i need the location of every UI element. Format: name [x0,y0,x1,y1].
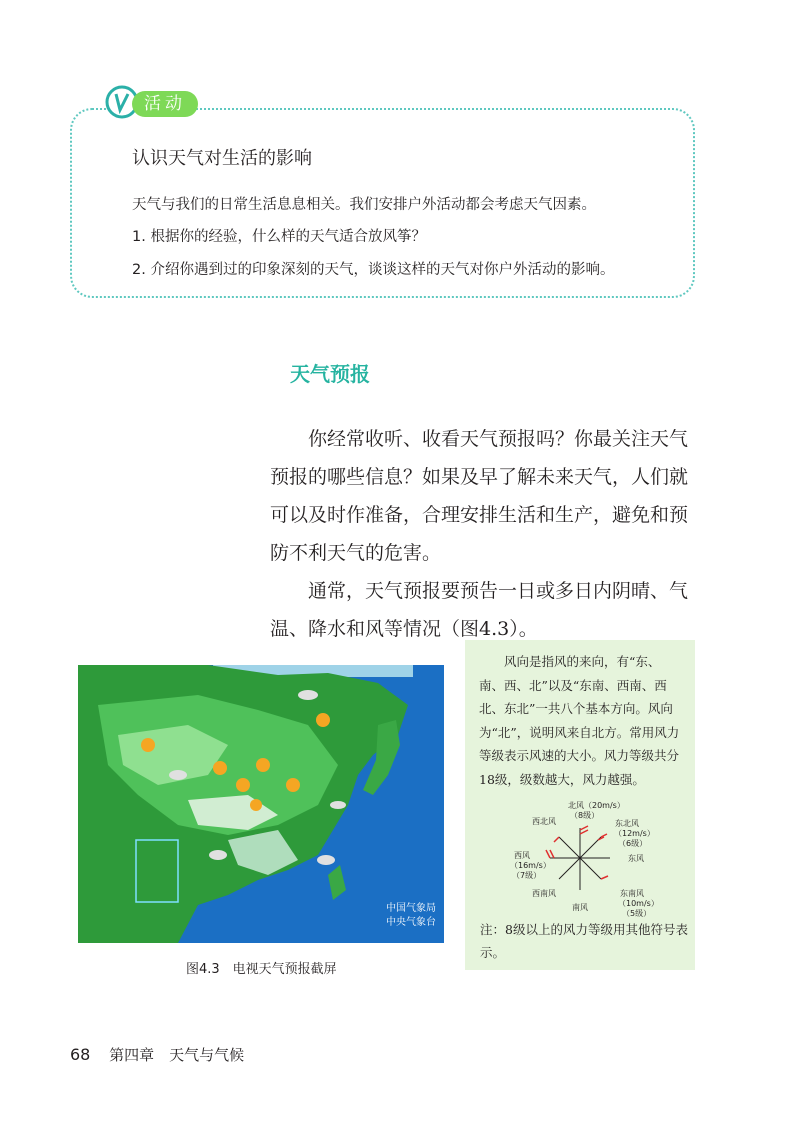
section-body [270,420,700,648]
sun-icon [256,758,270,772]
compass-west-level: （7级） [512,871,542,880]
cloud-icon [169,770,187,780]
compass-southeast: 东南风 [620,889,644,898]
wind-info-note: 注：8级以上的风力等级用其他符号表示。 [480,922,688,960]
page-number: 68 [70,1045,91,1064]
sun-icon [316,713,330,727]
activity-question-1: 1. 根据你的经验，什么样的天气适合放风筝？ [132,229,426,245]
section-title: 天气预报 [290,362,370,386]
compass-west-speed: （16m/s） [510,861,551,870]
page-footer [70,1044,244,1065]
sun-icon [141,738,155,752]
figure-caption: 图4.3 电视天气预报截屏 [186,962,337,977]
compass-south: 南风 [572,903,588,912]
map-watermark-line1: 中国气象局 [386,903,436,914]
compass-north-level: （8级） [570,811,600,820]
sun-icon [286,778,300,792]
cloud-icon [317,855,335,865]
cloud-icon [209,850,227,860]
sun-icon [213,761,227,775]
map-watermark-line2: 中央气象台 [386,917,436,928]
activity-badge-label: 活动 [132,91,198,117]
body-paragraph: 你经常收听、收看天气预报吗？你最关注天气预报的哪些信息？如果及早了解未来天气，人们就可以及时作准备，合理安排生活和生产，避免和预防不利天气的危害。 [270,428,689,564]
activity-title: 认识天气对生活的影响 [132,148,312,169]
compass-southwest: 西南风 [532,889,556,898]
activity-intro: 天气与我们的日常生活息息相关。我们安排户外活动都会考虑天气因素。 [132,197,596,213]
cloud-icon [298,690,318,700]
weather-map-graphic [78,665,444,943]
compass-west: 西风 [514,851,530,860]
compass-east: 东风 [628,854,644,863]
body-paragraph: 通常，天气预报要预告一日或多日内阴晴、气温、降水和风等情况（图4.3）。 [270,580,689,640]
wind-info-text: 风向是指风的来向，有“东、南、西、北”以及“东南、西南、西北、东北”一共八个基本方向。风向为“北”，说明风来自北方。常用风力等级表示风速的大小。风力等级共分18级，级数越大，风力越强。 [479,654,680,787]
compass-northeast-speed: （12m/s） [614,829,655,838]
weather-map-image [78,665,444,943]
chapter-label: 第四章 天气与气候 [109,1046,245,1064]
wind-direction-diagram [510,798,670,920]
compass-northeast: 东北风 [615,819,639,828]
cloud-icon [330,801,346,809]
compass-northeast-level: （6级） [618,839,648,848]
activity-badge [104,82,200,122]
compass-northwest: 西北风 [532,817,556,826]
sun-icon [236,778,250,792]
compass-southeast-level: （5级） [622,909,652,918]
compass-southeast-speed: （10m/s） [618,899,659,908]
activity-question-2: 2. 介绍你遇到过的印象深刻的天气，谈谈这样的天气对你户外活动的影响。 [132,262,615,278]
compass-north: 北风（20m/s） [568,801,625,810]
sun-icon [250,799,262,811]
